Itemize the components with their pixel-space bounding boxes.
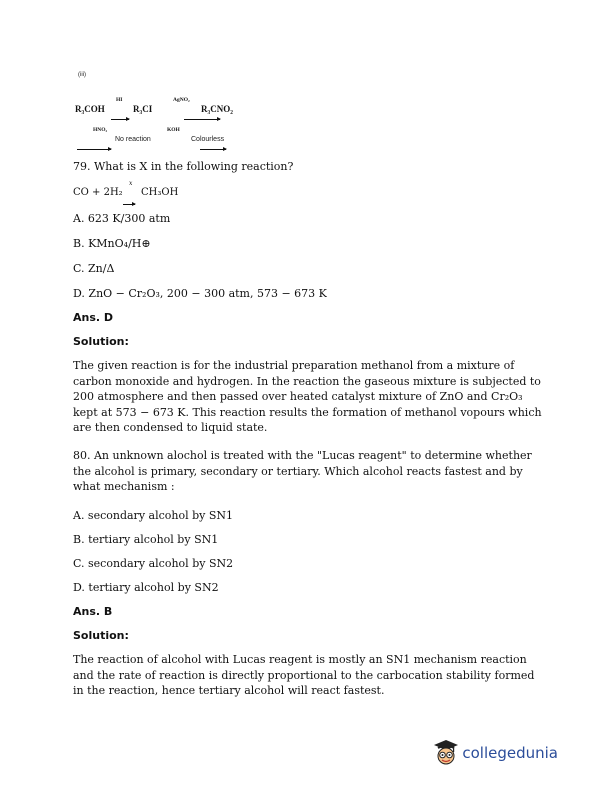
reactant: R₃COH xyxy=(75,104,105,114)
brand-name: collegedunia xyxy=(462,744,558,762)
reaction-scheme-row2 xyxy=(75,126,275,148)
q79-reaction xyxy=(73,180,273,202)
arrow-icon xyxy=(184,119,220,120)
q79-option-a: A. 623 K/300 atm xyxy=(73,212,171,225)
q79-solution-text: The given reaction is for the industrial preparation methanol from a mixture of carbon monoxide and hydrogen. In the reaction the gaseous mixture is subjected to 200 atmosphere and then passed over heated catalyst mixture of ZnO and Cr₂O₃ kept at 573 − 673 K. This reaction results the formation of methanol vopours which are then condensed to liquid state. xyxy=(73,359,542,434)
scheme-label: (iii) xyxy=(78,72,86,78)
q79-solution-label: Solution: xyxy=(73,335,129,348)
q79-arrow-label: x xyxy=(129,180,133,187)
q80-option-a: A. secondary alcohol by SN1 xyxy=(73,509,234,522)
q80-option-d: D. tertiary alcohol by SN2 xyxy=(73,581,219,594)
arrow-icon xyxy=(77,149,111,150)
product: R₃CNO₂ xyxy=(201,104,233,114)
result-no-reaction: No reaction xyxy=(115,136,151,143)
q79-reactants: CO + 2H₂ xyxy=(73,187,123,198)
arrow-icon xyxy=(111,119,129,120)
intermediate: R₃CI xyxy=(133,104,153,114)
arrow-icon xyxy=(200,149,226,150)
q80-question: 80. An unknown alochol is treated with the "Lucas reagent" to determine whether the alcohol is primary, secondary or tertiary. Which alcohol reacts fastest and by what mechanism : xyxy=(73,449,532,493)
q79-option-c: C. Zn/Δ xyxy=(73,262,115,275)
arrow-icon xyxy=(123,204,135,205)
reagent-agno2: AgNO₂ xyxy=(173,97,190,103)
reagent-koh: KOH xyxy=(167,127,180,133)
reagent-hi: HI xyxy=(116,97,123,103)
q80-option-b: B. tertiary alcohol by SN1 xyxy=(73,533,219,546)
q80-option-c: C. secondary alcohol by SN2 xyxy=(73,557,234,570)
q79-question: 79. What is X in the following reaction? xyxy=(73,160,294,173)
q79-option-d: D. ZnO − Cr₂O₃, 200 − 300 atm, 573 − 673 K xyxy=(73,287,327,300)
result-colourless: Colourless xyxy=(191,136,225,143)
q79-option-b: B. KMnO₄/H⊕ xyxy=(73,237,151,250)
q80-solution-text: The reaction of alcohol with Lucas reagent is mostly an SN1 mechanism reaction and the rate of reaction is directly proportional to the carbocation stability formed in the reaction, hence tertiary alcohol will react fastest. xyxy=(73,653,535,697)
graduate-mascot-icon xyxy=(433,738,459,768)
brand-logo[interactable] xyxy=(433,738,558,768)
q79-product: CH₃OH xyxy=(141,187,179,198)
q79-answer: Ans. D xyxy=(73,311,114,324)
q80-answer: Ans. B xyxy=(73,605,113,618)
reagent-hno2: HNO₂ xyxy=(93,127,108,133)
reaction-scheme-row1 xyxy=(75,96,275,118)
q80-solution-label: Solution: xyxy=(73,629,129,642)
